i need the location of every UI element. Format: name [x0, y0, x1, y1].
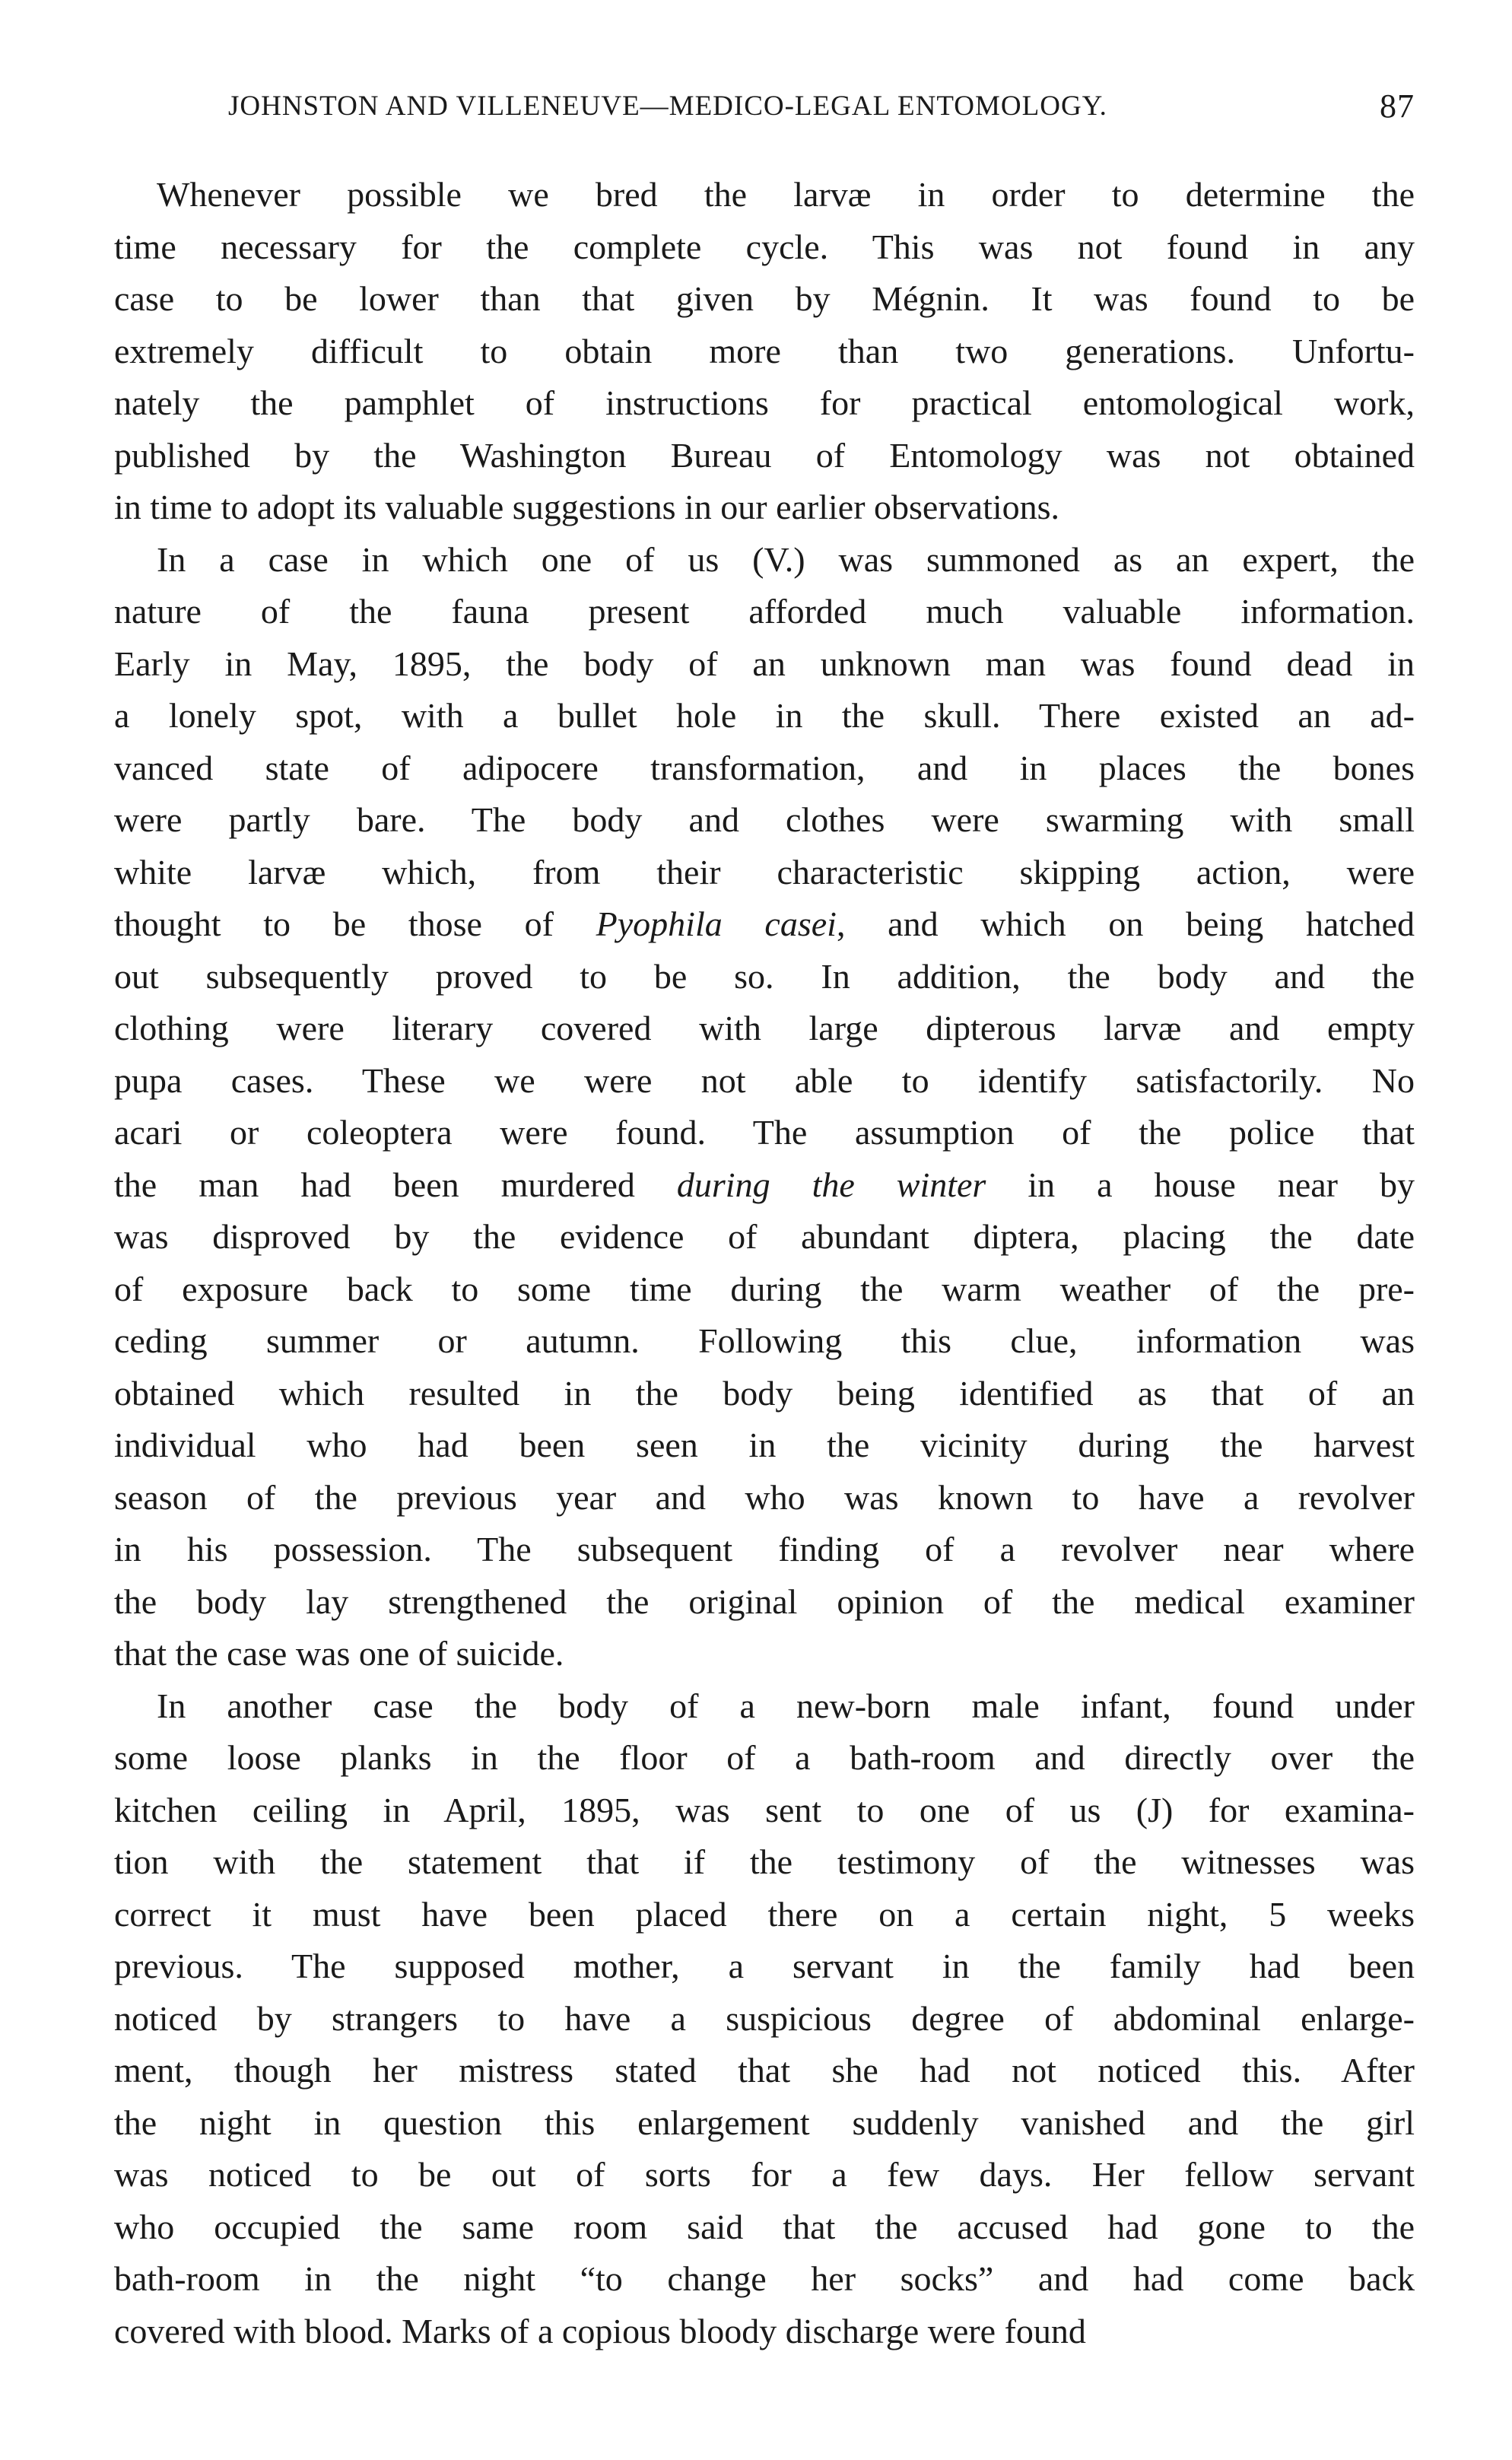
text-line: published by the Washington Bureau of Entomology was not obtained [114, 435, 1415, 475]
text-line: nature of the fauna present afforded much valuable information. [114, 592, 1415, 631]
document-page [114, 76, 1415, 2357]
paragraph [114, 1680, 1415, 2358]
text-line: noticed by strangers to have a suspicious degree of abdominal enlarge- [114, 1998, 1415, 2038]
text-line: who occupied the same room said that the accused had gone to the [114, 2207, 1415, 2246]
text-line: covered with blood. Marks of a copious bloody discharge were found [114, 2311, 1086, 2350]
text-line: time necessary for the complete cycle. This was not found in any [114, 227, 1415, 266]
paragraph [114, 169, 1415, 534]
text-line: In a case in which one of us (V.) was summoned as an expert, the [157, 539, 1415, 579]
text-line: Whenever possible we bred the larvæ in order to determine the [157, 175, 1415, 214]
text-line: the night in question this enlargement suddenly vanished and the girl [114, 2102, 1415, 2142]
text-line: ceding summer or autumn. Following this clue, information was [114, 1321, 1415, 1360]
text-line: Early in May, 1895, the body of an unknown man was found dead in [114, 644, 1415, 683]
text-line: was disproved by the evidence of abundant diptera, placing the date [114, 1217, 1415, 1256]
text-line: individual who had been seen in the vicinity during the harvest [114, 1425, 1415, 1464]
text-line: pupa cases. These we were not able to identify satisfactorily. No [114, 1060, 1415, 1100]
text-line: of exposure back to some time during the warm weather of the pre- [114, 1269, 1415, 1308]
text-line: clothing were literary covered with large dipterous larvæ and empty [114, 1009, 1415, 1047]
text-line: acari or coleoptera were found. The assumption of the police that [114, 1113, 1415, 1152]
text-line: kitchen ceiling in April, 1895, was sent to one of us (J) for examina- [114, 1790, 1415, 1829]
running-head [114, 76, 1415, 125]
text-line: season of the previous year and who was known to have a revolver [114, 1477, 1415, 1517]
text-line: was noticed to be out of sorts for a few days. Her fellow servant [114, 2155, 1415, 2194]
text-line: in time to adopt its valuable suggestions in our earlier observations. [114, 488, 1060, 526]
text-line: in his possession. The subsequent finding of a revolver near where [114, 1530, 1415, 1568]
text-line: some loose planks in the floor of a bath-room and directly over the [114, 1738, 1415, 1777]
running-head-title: JOHNSTON AND VILLENEUVE—MEDICO-LEGAL ENTOMOLOGY. [228, 91, 1107, 122]
text-line: previous. The supposed mother, a servant in the family had been [114, 1947, 1415, 1985]
text-line: obtained which resulted in the body being identified as that of an [114, 1373, 1415, 1413]
text-line: nately the pamphlet of instructions for practical entomological work, [114, 383, 1415, 422]
text-line: bath-room in the night “to change her socks” and had come back [114, 2259, 1415, 2298]
text-line: extremely difficult to obtain more than two generations. Unfortu- [114, 331, 1415, 370]
text-line: correct it must have been placed there on a certain night, 5 weeks [114, 1894, 1415, 1934]
page-number: 87 [1380, 87, 1415, 125]
text-line: the body lay strengthened the original opinion of the medical examiner [114, 1581, 1415, 1621]
text-line: case to be lower than that given by Mégnin. It was found to be [114, 279, 1415, 318]
text-line: out subsequently proved to be so. In addition, the body and the [114, 956, 1415, 996]
text-line: the man had been murdered during the winter in a house near by [114, 1165, 1415, 1204]
text-line: tion with the statement that if the testimony of the witnesses was [114, 1842, 1415, 1881]
text-line: ment, though her mistress stated that she had not noticed this. After [114, 2051, 1415, 2090]
paragraph [114, 534, 1415, 1680]
text-line: a lonely spot, with a bullet hole in the skull. There existed an ad- [114, 696, 1415, 735]
text-line: thought to be those of Pyophila casei, and which on being hatched [114, 904, 1415, 943]
text-line: white larvæ which, from their characteristic skipping action, were [114, 852, 1415, 892]
body-text [114, 169, 1415, 2357]
text-line: that the case was one of suicide. [114, 1634, 564, 1673]
text-line: vanced state of adipocere transformation, and in places the bones [114, 748, 1415, 787]
text-line: In another case the body of a new-born male infant, found under [157, 1686, 1415, 1725]
text-line: were partly bare. The body and clothes were swarming with small [114, 800, 1415, 839]
